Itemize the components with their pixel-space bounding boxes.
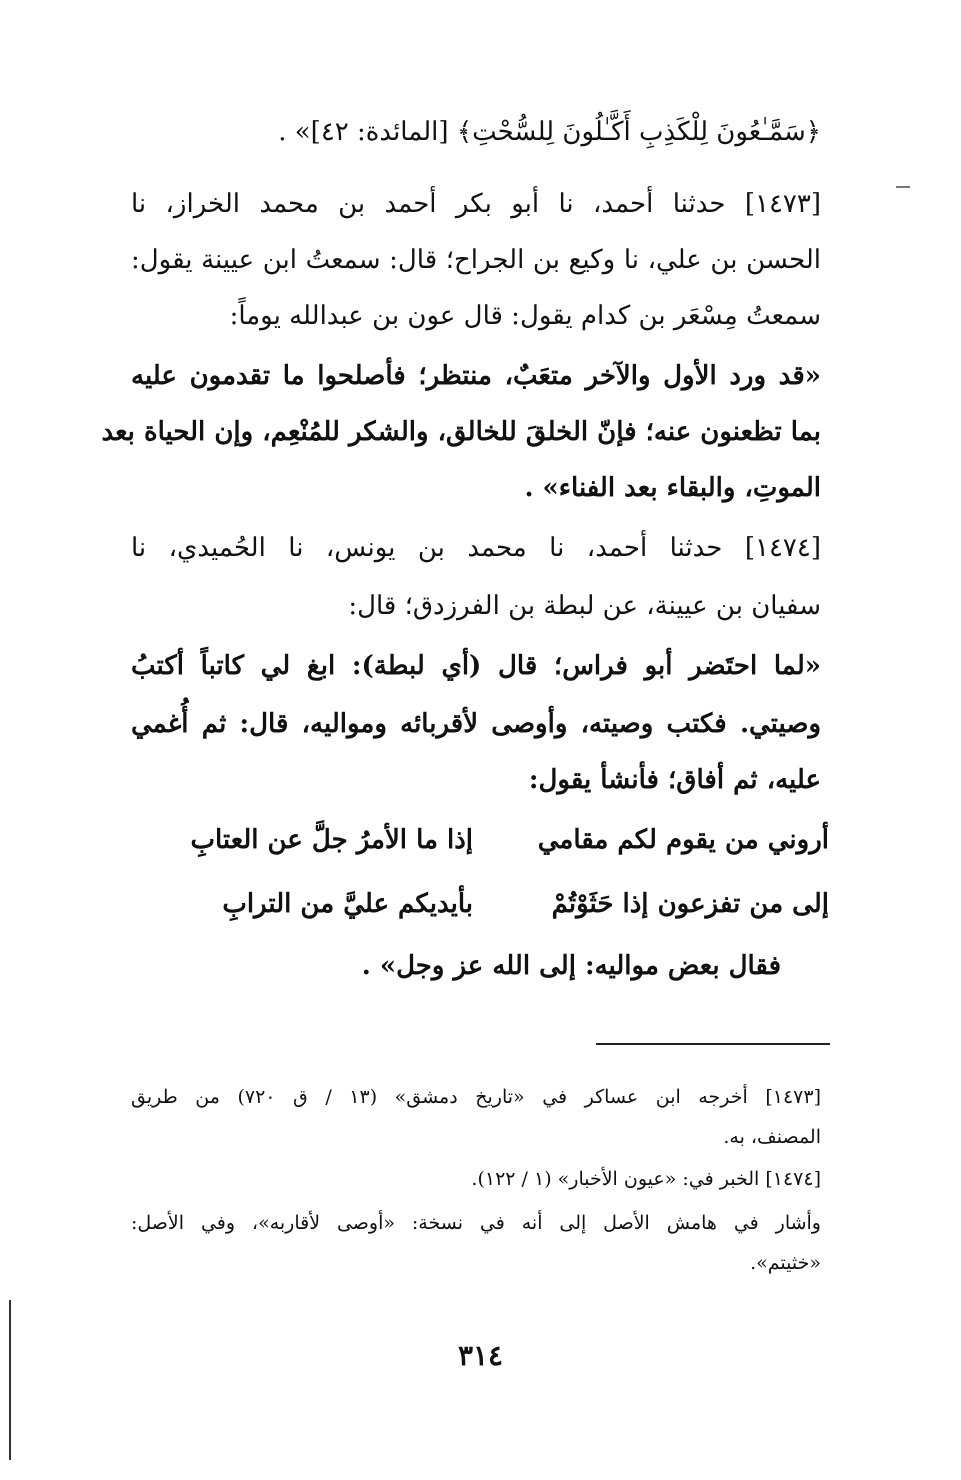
margin-mark <box>896 186 910 188</box>
footnote-1474-line-3: «خثيتم». <box>750 1252 821 1274</box>
poem-verse-2-second-hemistich: بأيديكم عليَّ من الترابِ <box>222 889 473 919</box>
poem-verse-2-first-hemistich: إلى من تفزعون إذا حَثَوْتُمْ <box>551 889 829 919</box>
hadith-1474-matn-line-2: وصيتي. فكتب وصيته، وأوصى لأقربائه ومواليه، قال: ثم أُغمي <box>131 709 821 739</box>
hadith-1473-isnad-line-2: الحسن بن علي، نا وكيع بن الجراح؛ قال: سمعتُ ابن عيينة يقول: <box>131 245 821 275</box>
hadith-1473-matn-line-2: بما تظعنون عنه؛ فإنّ الخلقَ للخالق، والشكر للمُنْعِم، وإن الحياة بعد <box>101 417 821 447</box>
hadith-1474-isnad-line-1: [١٤٧٤] حدثنا أحمد، نا محمد بن يونس، نا الحُميدي، نا <box>131 533 821 563</box>
footnote-divider <box>596 1043 830 1045</box>
poem-verse-1-first-hemistich: أروني من يقوم لكم مقامي <box>537 825 829 855</box>
footnote-1473-line-2: المصنف، به. <box>723 1126 821 1148</box>
scan-edge-line <box>9 1300 11 1460</box>
hadith-1473-matn-line-1: «قد ورد الأول والآخر متعَبٌ، منتظر؛ فأصلحوا ما تقدمون عليه <box>131 361 821 391</box>
hadith-1474-closing: فقال بعض مواليه: إلى الله عز وجل» . <box>361 951 781 981</box>
hadith-1473-isnad-line-3: سمعتُ مِسْعَر بن كدام يقول: قال عون بن عبدالله يوماً: <box>229 301 821 331</box>
footnote-1473-line-1: [١٤٧٣] أخرجه ابن عساكر في «تاريخ دمشق» (١٣ / ق ٧٢٠) من طريق <box>131 1086 822 1108</box>
hadith-1473-isnad-line-1: [١٤٧٣] حدثنا أحمد، نا أبو بكر أحمد بن محمد الخراز، نا <box>131 189 821 219</box>
quran-verse-line <box>131 112 821 152</box>
hadith-1474-isnad-line-2: سفيان بن عيينة، عن لبطة بن الفرزدق؛ قال: <box>348 591 821 621</box>
hadith-1474-matn-line-1: «لما احتَضر أبو فراس؛ قال (أي لبطة): ابغ لي كاتباً أكتبُ <box>131 651 821 681</box>
quran-citation: [المائدة: ٤٢]» . <box>278 117 449 147</box>
hadith-1473-matn-line-3: الموتِ، والبقاء بعد الفناء» . <box>524 473 821 503</box>
page-number: ٣١٤ <box>457 1339 504 1372</box>
footnote-1474-line-2: وأشار في هامش الأصل إلى أنه في نسخة: «أوصى لأقاربه»، وفي الأصل: <box>131 1212 821 1234</box>
quran-verse: ﴿سَمَّـٰعُونَ لِلْكَذِبِ أَكَّـٰلُونَ لِلسُّحْتِ﴾ <box>456 117 821 147</box>
footnote-1474-line-1: [١٤٧٤] الخبر في: «عيون الأخبار» (١ / ١٢٢). <box>471 1168 821 1190</box>
poem-verse-1-second-hemistich: إذا ما الأمرُ جلَّ عن العتابِ <box>190 825 473 855</box>
hadith-1474-matn-line-3: عليه، ثم أفاق؛ فأنشأ يقول: <box>528 765 821 795</box>
